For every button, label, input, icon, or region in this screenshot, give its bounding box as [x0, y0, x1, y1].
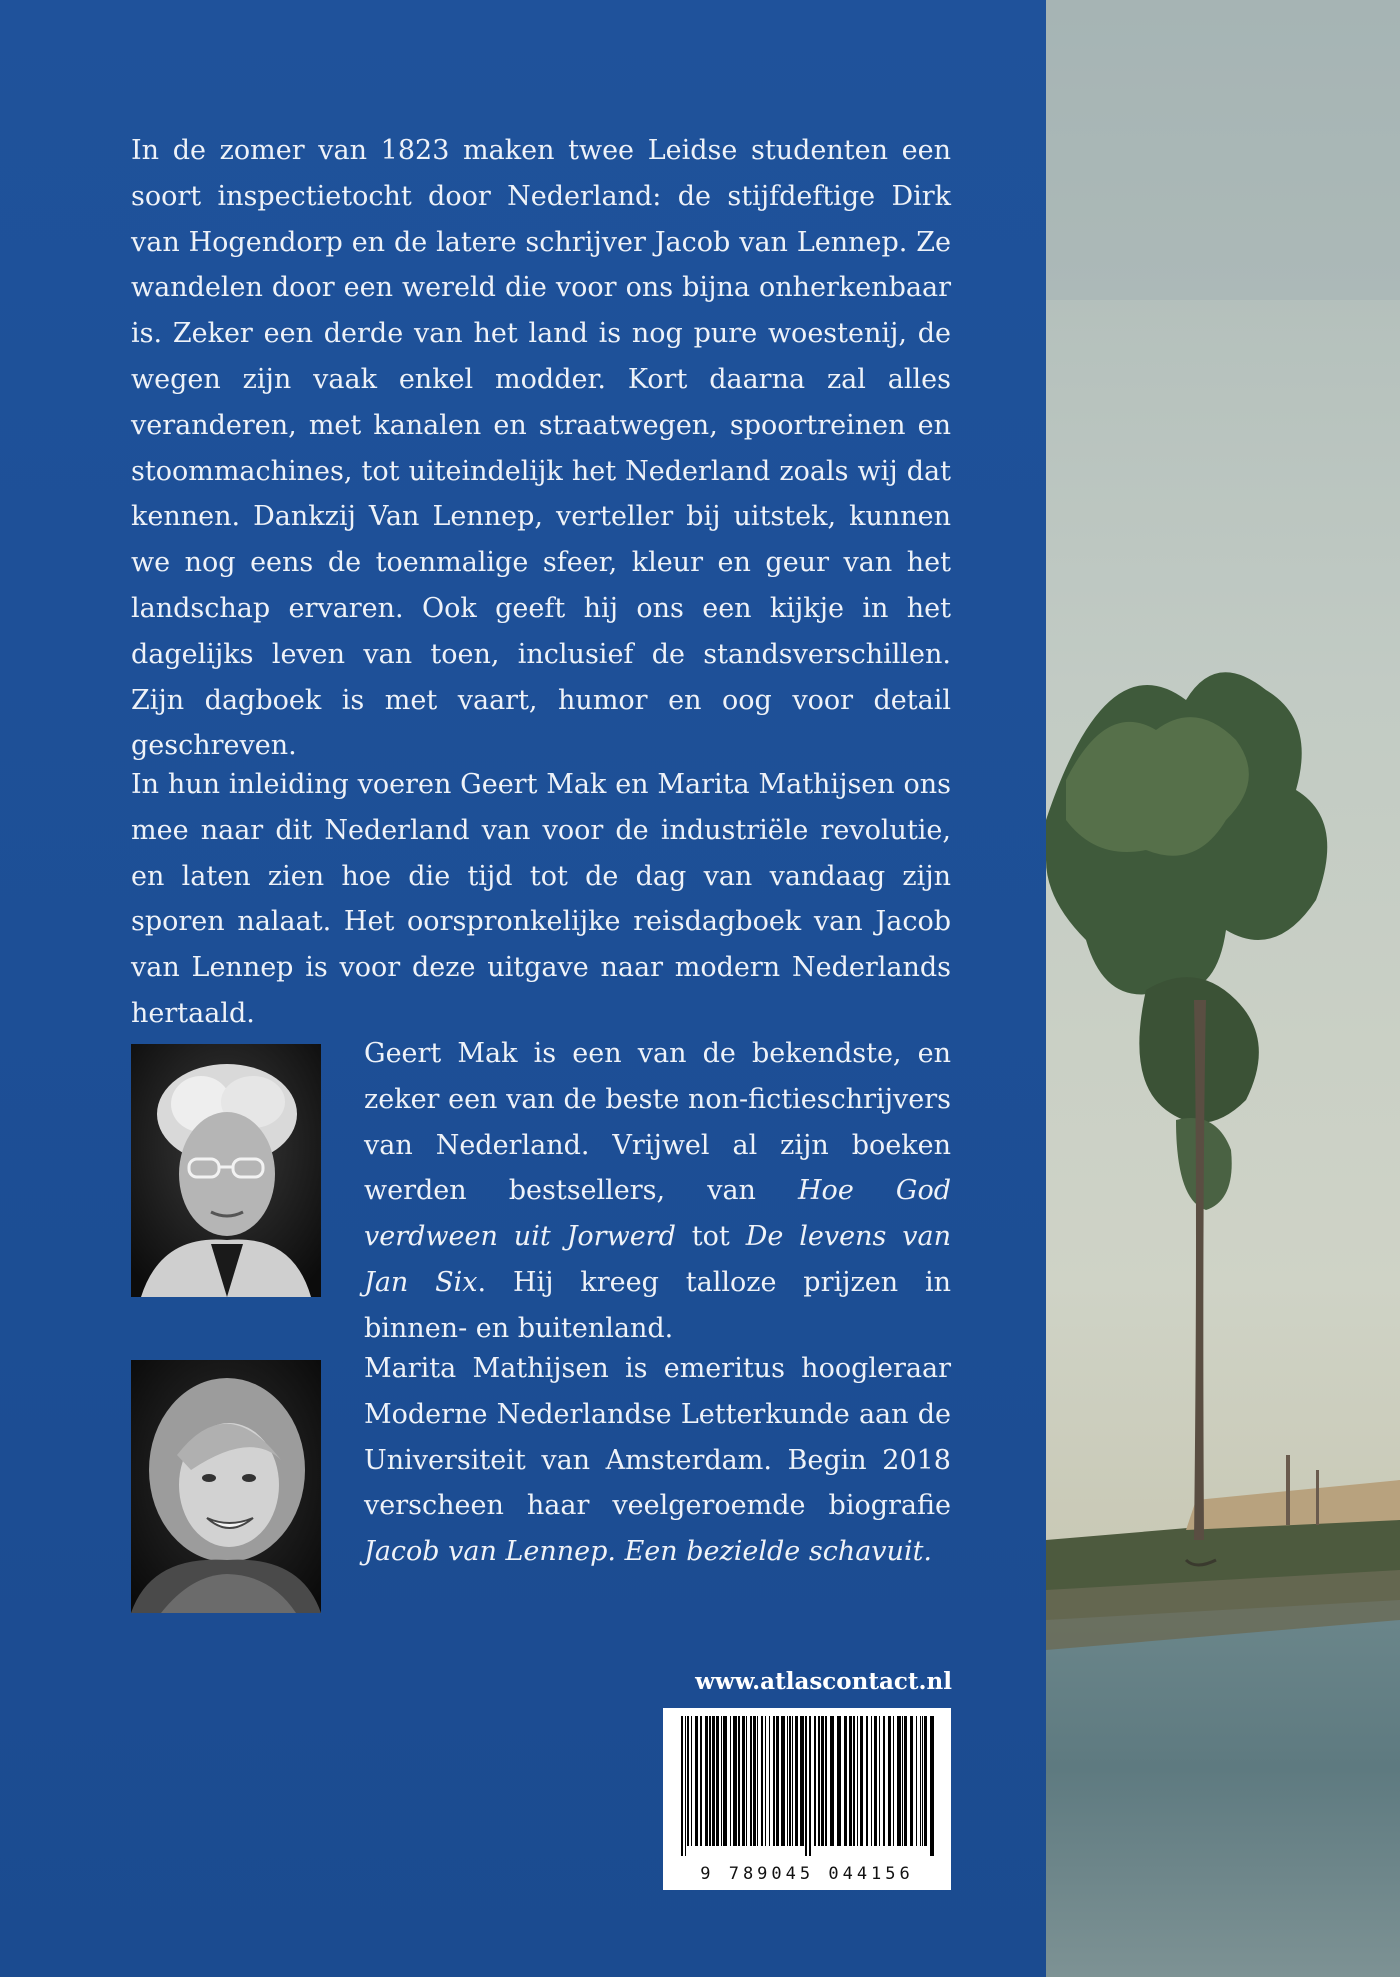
barcode-bar	[879, 1716, 880, 1846]
barcode-bar	[789, 1716, 791, 1846]
book-title-jacob-van-lennep: Jacob van Lennep. Een bezielde schavuit.	[364, 1536, 933, 1568]
barcode-bar	[681, 1716, 683, 1856]
description-paragraph-2: In hun inleiding voeren Geert Mak en Marita Mathijsen ons mee naar dit Nederland van voor de industriële revolutie, en laten zien hoe die tijd tot de dag van vandaag zijn sporen nalaat. Het oorspronkelijke reisdagboek van Jacob van Lennep is voor deze uitgave naar modern Nederlands hertaald.	[131, 769, 951, 1029]
barcode-bar	[844, 1716, 847, 1846]
barcode-bar	[860, 1716, 863, 1846]
barcode-bar	[805, 1716, 807, 1856]
barcode-bar	[830, 1716, 834, 1846]
bio-mathijsen-text-1: Marita Mathijsen is emeritus hoogleraar Moderne Nederlandse Letterkunde aan de Universiteit van Amsterdam. Begin 2018 verscheen haar veelgeroemde biografie	[364, 1353, 951, 1522]
barcode-bar	[787, 1716, 788, 1846]
barcode-bar	[910, 1716, 913, 1846]
barcode-bar	[738, 1716, 740, 1846]
barcode-bar	[685, 1716, 686, 1856]
barcode-bar	[821, 1716, 824, 1846]
barcode-bar	[874, 1716, 877, 1846]
author-photo-geert-mak	[131, 1044, 321, 1297]
barcode-bar	[809, 1716, 811, 1856]
barcode-bar	[781, 1716, 785, 1846]
barcode-bar	[730, 1716, 731, 1846]
barcode-bar	[888, 1716, 891, 1846]
isbn-barcode	[663, 1708, 951, 1890]
barcode-bar	[761, 1716, 763, 1846]
bio-mak-text-3: . Hij kreeg talloze prijzen in binnen- en buitenland.	[364, 1266, 951, 1344]
barcode-bar	[897, 1716, 901, 1846]
barcode-bar	[814, 1716, 816, 1846]
barcode-bar	[765, 1716, 766, 1846]
barcode-bar	[916, 1716, 917, 1846]
barcode-bars	[663, 1708, 951, 1858]
publisher-url[interactable]: www.atlascontact.nl	[695, 1668, 952, 1695]
barcode-bar	[757, 1716, 758, 1846]
barcode-bar	[849, 1716, 852, 1846]
barcode-bar	[773, 1716, 775, 1846]
barcode-bar	[871, 1716, 872, 1846]
description-paragraph-1: In de zomer van 1823 maken twee Leidse studenten een soort inspectietocht door Nederland: de stijfdeftige Dirk van Hogendorp en de latere schrijver Jacob van Lennep. Ze wandelen door een wereld die voor ons bijna onherkenbaar is. Zeker een derde van het land is nog pure woestenij, de wegen zijn vaak enkel modder. Kort daarna zal alles veranderen, met kanalen en straatwegen, spoortreinen en stoommachines, tot uiteindelijk het Nederland zoals wij dat kennen. Dankzij Van Lennep, verteller bij uitstek, kunnen we nog eens de toenmalige sfeer, kleur en geur van het landschap ervaren. Ook geeft hij ons een kijkje in het dagelijks leven van toen, inclusief de standsverschillen. Zijn dagboek is met vaart, humor en oog voor detail geschreven.	[131, 135, 951, 762]
barcode-bar	[853, 1716, 855, 1846]
barcode-bar	[795, 1716, 798, 1846]
book-title-jan-six: De levens van Jan Six	[364, 1221, 951, 1298]
barcode-bar	[904, 1716, 907, 1846]
barcode-bar	[769, 1716, 770, 1846]
barcode-bar	[857, 1716, 858, 1846]
bio-mak-text-2: tot	[675, 1221, 746, 1253]
barcode-bar	[709, 1716, 711, 1846]
barcode-bar	[750, 1716, 752, 1846]
author-photo-marita-mathijsen	[131, 1360, 321, 1613]
barcode-bar	[792, 1716, 793, 1846]
barcode-bar	[695, 1716, 698, 1846]
barcode-bar	[716, 1716, 719, 1846]
barcode-bar	[742, 1716, 745, 1846]
bio-geert-mak	[364, 1031, 951, 1352]
barcode-bar	[800, 1716, 804, 1846]
barcode-bar	[825, 1716, 827, 1846]
barcode-bar	[691, 1716, 692, 1846]
barcode-bar	[893, 1716, 894, 1846]
bio-marita-mathijsen	[364, 1346, 951, 1575]
cover-painting-landscape	[1046, 0, 1400, 1977]
barcode-bar	[705, 1716, 708, 1846]
book-title-jorwerd: Hoe God verdween uit Jorwerd	[364, 1175, 951, 1253]
barcode-bar	[837, 1716, 841, 1846]
barcode-bar	[902, 1716, 903, 1846]
barcode-bar	[866, 1716, 868, 1846]
barcode-bar	[733, 1716, 737, 1846]
barcode-bar	[924, 1716, 927, 1846]
barcode-bar	[930, 1716, 934, 1856]
barcode-bar	[712, 1716, 715, 1846]
barcode-bar	[776, 1716, 779, 1846]
barcode-bar	[687, 1716, 689, 1846]
isbn-number: 9 789045 044156	[700, 1864, 914, 1884]
barcode-bar	[700, 1716, 702, 1846]
barcode-bar	[753, 1716, 756, 1846]
barcode-bar	[721, 1716, 722, 1846]
barcode-bar	[883, 1716, 885, 1846]
barcode-bar	[818, 1716, 820, 1846]
bio-mak-text-1: Geert Mak is een van de bekendste, en zeker een van de beste non-fictieschrijvers van Nederland. Vrijwel al zijn boeken werden bestsellers, van	[364, 1038, 951, 1207]
barcode-bar	[922, 1716, 923, 1846]
barcode-bar	[920, 1716, 921, 1846]
barcode-bar	[723, 1716, 727, 1846]
barcode-bar	[746, 1716, 747, 1846]
